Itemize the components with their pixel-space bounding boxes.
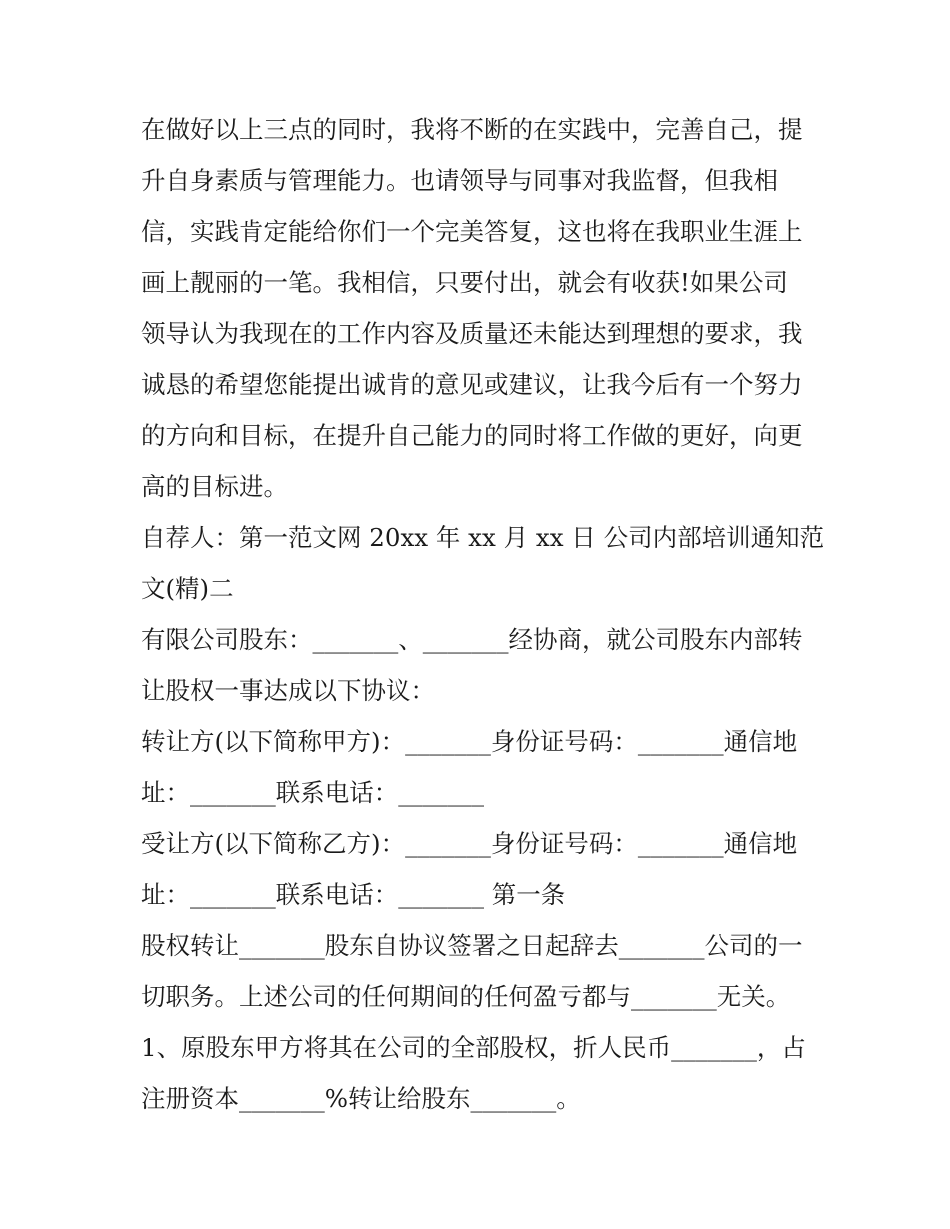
text-line: 让股权一事达成以下协议：	[141, 676, 435, 705]
transferor-line: 址：_______联系电话：_______	[141, 778, 484, 807]
transferor-line: 转让方(以下简称甲方)：_______身份证号码：_______通信地	[141, 727, 798, 756]
text-line: 切职务。上述公司的任何期间的任何盈亏都与_______无关。	[141, 982, 791, 1011]
text-line: 高的目标进。	[141, 472, 288, 501]
text-line: 在做好以上三点的同时，我将不断的在实践中，完善自己，提	[141, 115, 803, 144]
text-line: 股权转让_______股东自协议签署之日起辞去_______公司的一	[141, 931, 803, 960]
text-line: 诚恳的希望您能提出诚肯的意见或建议，让我今后有一个努力	[141, 370, 803, 399]
text-line: 领导认为我现在的工作内容及质量还未能达到理想的要求，我	[141, 319, 803, 348]
transferee-line: 受让方(以下简称乙方)：_______身份证号码：_______通信地	[141, 829, 798, 858]
clause-line: 注册资本_______%转让给股东_______。	[141, 1084, 581, 1113]
signature-line: 自荐人：第一范文网 20xx 年 xx 月 xx 日 公司内部培训通知范	[141, 523, 825, 552]
transferee-line: 址：_______联系电话：_______ 第一条	[141, 880, 566, 909]
text-line: 有限公司股东：_______、_______经协商，就公司股东内部转	[141, 625, 803, 654]
clause-line: 1、原股东甲方将其在公司的全部股权，折人民币_______，占	[141, 1033, 806, 1062]
document-body	[141, 104, 825, 1124]
section-title-line: 文(精)二	[141, 574, 234, 603]
text-line: 画上靓丽的一笔。我相信，只要付出，就会有收获!如果公司	[141, 268, 788, 297]
text-line: 的方向和目标，在提升自己能力的同时将工作做的更好，向更	[141, 421, 803, 450]
text-line: 信，实践肯定能给你们一个完美答复，这也将在我职业生涯上	[141, 217, 803, 246]
text-line: 升自身素质与管理能力。也请领导与同事对我监督，但我相	[141, 166, 778, 195]
